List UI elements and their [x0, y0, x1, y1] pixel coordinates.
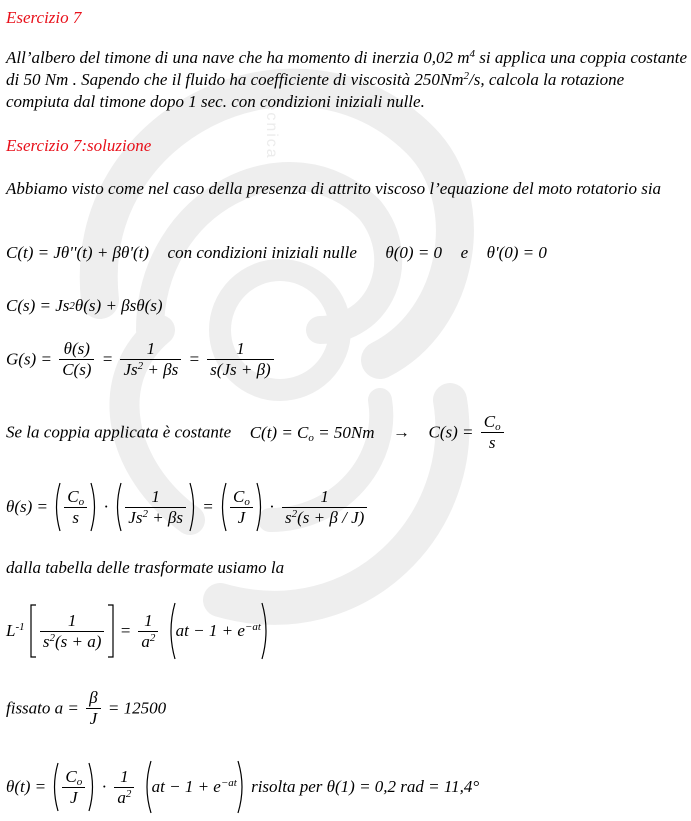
eq8-fraction-2: $\frac{1}{a^2}$	[114, 767, 134, 808]
eq1-cond1: θ(0) = 0	[385, 243, 443, 263]
paren-left	[52, 482, 61, 532]
intro-text: Abbiamo visto come nel caso della presenza di attrito viscoso l’equazione del moto rotatorio sia	[6, 179, 662, 198]
eq1-cond2: θ'(0) = 0	[486, 243, 547, 263]
eq2-exp: 2	[69, 300, 75, 313]
problem-exp-1: 4	[469, 48, 475, 60]
exercise-heading: Esercizio 7	[6, 8, 82, 27]
equation-motion	[6, 242, 547, 263]
paren-right	[90, 482, 99, 532]
eq8-lhs: θ(t) =	[6, 777, 47, 796]
table-sentence: dalla tabella delle trasformate usiamo la	[6, 558, 285, 577]
eq6-expression: at − $1 + e^{-at}$	[175, 621, 261, 640]
eq5-fraction-1: $\frac{C_o}{s}$	[64, 487, 87, 528]
eq6-fraction-1: $\frac{1}{s^2(s + a)}$	[40, 611, 105, 652]
equation-transfer-function: G(s) = $\frac{\theta(s)}{C(s)}$ = $\frac{1}{Js^2 + \beta s}$ = $\frac{1}{s(Js + \beta)}$	[6, 339, 277, 380]
eq4-fraction: $\frac{C_o}{s}$	[481, 412, 504, 453]
equation-theta-s: θ(s) = $\frac{C_o}{s}$ · $\frac{1}{Js^2 + \beta s}$ = $\frac{C_o}{J}$ · $\frac{1}{s^2(s + \beta / J)}$	[6, 482, 370, 532]
equation-laplace	[6, 295, 163, 316]
eq3-fraction-2: $\frac{1}{Js^2 + \beta s}$	[120, 339, 181, 380]
paren-right	[261, 602, 271, 660]
problem-part-2: si applica una coppia costante di 50 Nm . Sapendo che il fluido ha coefficiente di viscosità 250Nm	[6, 48, 687, 89]
bracket-right	[107, 604, 115, 658]
eq3-fraction-1: $\frac{\theta(s)}{C(s)}$	[59, 339, 94, 380]
eq5-fraction-3: $\frac{C_o}{J}$	[230, 487, 253, 528]
equation-inverse-laplace: $L^{-1}$ $\frac{1}{s^2(s + a)}$ = $\frac{1}{a^2}$ at − $1 + e^{-at}$	[6, 602, 271, 660]
eq1-lhs: C(t) = Jθ''(t) + βθ'(t)	[6, 243, 150, 263]
paren-right	[256, 482, 265, 532]
eq8-result: θ(1) = 0,2 rad = 11,4°	[326, 777, 480, 796]
eq7-text: fissato	[6, 698, 51, 718]
bracket-left	[29, 604, 37, 658]
eq4-text: Se la coppia applicata è costante	[6, 422, 232, 442]
eq7-rhs: = 12500	[107, 698, 167, 718]
problem-part-3: /s, calcola la rotazione compiuta dal timone dopo 1 sec. con condizioni iniziali nulle.	[6, 70, 625, 111]
paren-left	[50, 762, 59, 812]
eq1-e: e	[460, 243, 469, 263]
paren-right	[189, 482, 198, 532]
equation-constant-torque	[6, 412, 507, 453]
eq5-fraction-4: $\frac{1}{s^2(s + \beta / J)}$	[282, 487, 367, 528]
watermark-text: tecnica	[263, 95, 280, 160]
eq7-lhs: a =	[54, 698, 79, 718]
paren-left	[218, 482, 227, 532]
problem-part-1: All’albero del timone di una nave che ha momento di inerzia 0,02 m	[6, 48, 470, 67]
paren-left	[113, 482, 122, 532]
eq6-fraction-2: $\frac{1}{a^2}$	[138, 611, 158, 652]
eq3-fraction-3: $\frac{1}{s(Js + \beta)}$	[207, 339, 274, 380]
eq5-lhs: θ(s) =	[6, 497, 49, 516]
eq2-b: θ(s) + βsθ(s)	[74, 296, 163, 316]
equation-fixed-a	[6, 688, 166, 729]
eq3-lhs: G(s) =	[6, 349, 52, 369]
eq8-expression: at − $1 + e^{-at}$	[151, 777, 237, 796]
paren-right	[88, 762, 97, 812]
eq4-c1: $C(t) = C_o = 50Nm$	[249, 422, 375, 444]
solution-heading: Esercizio 7:soluzione	[6, 136, 152, 155]
eq7-fraction: $\frac{\beta}{J}$	[86, 688, 100, 729]
paren-left	[142, 760, 152, 814]
eq5-fraction-2: $\frac{1}{Js^2 + \beta s}$	[125, 487, 186, 528]
paren-left	[166, 602, 176, 660]
eq4-c2: C(s) =	[428, 422, 474, 442]
paren-right	[237, 760, 247, 814]
problem-exp-2: 2	[463, 70, 470, 82]
eq8-text: risolta per	[251, 777, 323, 796]
eq8-fraction-1: $\frac{C_o}{J}$	[62, 767, 85, 808]
problem-text	[6, 47, 689, 113]
eq2-a: C(s) = Js	[6, 296, 70, 316]
eq1-text: con condizioni iniziali nulle	[167, 243, 357, 263]
arrow-icon: →	[393, 422, 410, 442]
eq6-operator: $L^{-1}$	[6, 621, 25, 640]
equation-theta-t: θ(t) = $\frac{C_o}{J}$ · $\frac{1}{a^2}$ at − $1 + e^{-at}$ risolta per θ(1) = 0,2 rad = 11,4°	[6, 760, 479, 814]
